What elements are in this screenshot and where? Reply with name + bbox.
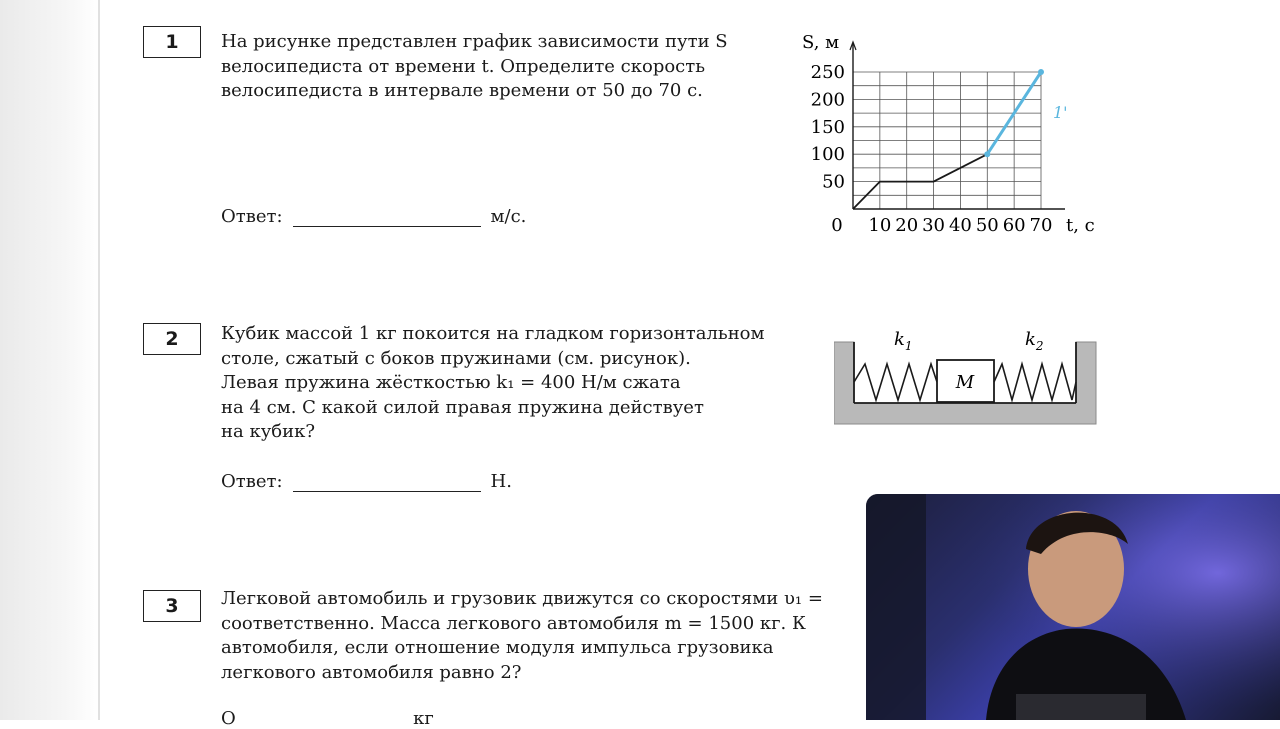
answer-label-1: Ответ: <box>221 206 283 227</box>
answer-row-1 <box>221 206 526 227</box>
answer-blank-2[interactable] <box>293 473 481 492</box>
question-1-text <box>221 30 767 104</box>
mass-label: M <box>955 372 975 393</box>
x-tick-label: 60 <box>1002 215 1026 236</box>
x-tick-label: 50 <box>975 215 999 236</box>
y-tick-label: 100 <box>810 144 845 166</box>
chart-grid <box>853 72 1041 209</box>
q3-line-2: соответственно. Масса легкового автомобиля m = 1500 кг. К <box>221 612 806 634</box>
chart-axes <box>850 42 1065 209</box>
q2-line-5: на кубик? <box>221 421 316 442</box>
x-tick-label: 30 <box>922 215 946 236</box>
q2-line-1: Кубик массой 1 кг покоится на гладком горизонтальном <box>221 323 765 344</box>
y-axis-label: S, м <box>802 32 840 53</box>
q3-line-3: автомобиля, если отношение модуля импульса грузовика <box>221 637 774 658</box>
question-number-3: 3 <box>143 590 201 622</box>
chart-ticks <box>802 32 1095 236</box>
question-2-text <box>221 322 799 445</box>
series-point <box>1038 69 1044 75</box>
q3-answer-partial: О кг <box>221 708 434 729</box>
spring-figure <box>834 322 1098 426</box>
presenter-video <box>866 494 1280 720</box>
y-tick-label: 250 <box>810 62 845 83</box>
answer-unit-1: м/с. <box>490 206 527 227</box>
q2-line-3: Левая пружина жёсткостью k₁ = 400 Н/м сжата <box>221 372 681 393</box>
answer-blank-1[interactable] <box>293 208 481 227</box>
handwritten-annotation: 1' <box>1053 103 1068 122</box>
x-tick-label: 70 <box>1029 215 1053 236</box>
q3-line-1: Легковой автомобиль и грузовик движутся со скоростями υ₁ = <box>221 588 823 609</box>
question-number-2: 2 <box>143 323 201 355</box>
answer-label-2: Ответ: <box>221 471 283 492</box>
chart-series <box>853 69 1044 209</box>
spring-k2-label: $k_2$ <box>1025 329 1044 353</box>
q2-line-4: на 4 см. С какой силой правая пружина действует <box>221 396 704 418</box>
spring-k1-label: $k_1$ <box>894 329 913 353</box>
y-tick-label: 200 <box>810 89 845 111</box>
x-tick-label: 40 <box>948 215 972 236</box>
q2-line-2: столе, сжатый с боков пружинами (см. рисунок). <box>221 347 691 369</box>
x-tick-label: 10 <box>868 215 892 236</box>
distance-time-chart <box>790 26 1110 246</box>
x-axis-label: t, с <box>1066 215 1095 236</box>
q1-line-1: На рисунке представлен график зависимости пути S <box>221 31 728 52</box>
q1-line-2: велосипедиста от времени t. Определите скорость <box>221 55 706 77</box>
y-tick-label: 50 <box>822 171 845 193</box>
answer-unit-2: Н. <box>490 471 512 492</box>
page-edge <box>0 0 100 720</box>
y-tick-label: 150 <box>810 116 845 138</box>
question-number-1: 1 <box>143 26 201 58</box>
series-point <box>984 151 990 157</box>
q3-line-4: легкового автомобиля равно 2? <box>221 661 522 683</box>
webcam-overlay <box>866 494 1280 720</box>
x-tick-label: 20 <box>895 215 919 236</box>
question-3-text <box>221 587 871 685</box>
q1-line-3: велосипедиста в интервале времени от 50 до 70 с. <box>221 80 703 101</box>
answer-row-2 <box>221 471 512 492</box>
x-tick-label: 0 <box>831 215 843 236</box>
